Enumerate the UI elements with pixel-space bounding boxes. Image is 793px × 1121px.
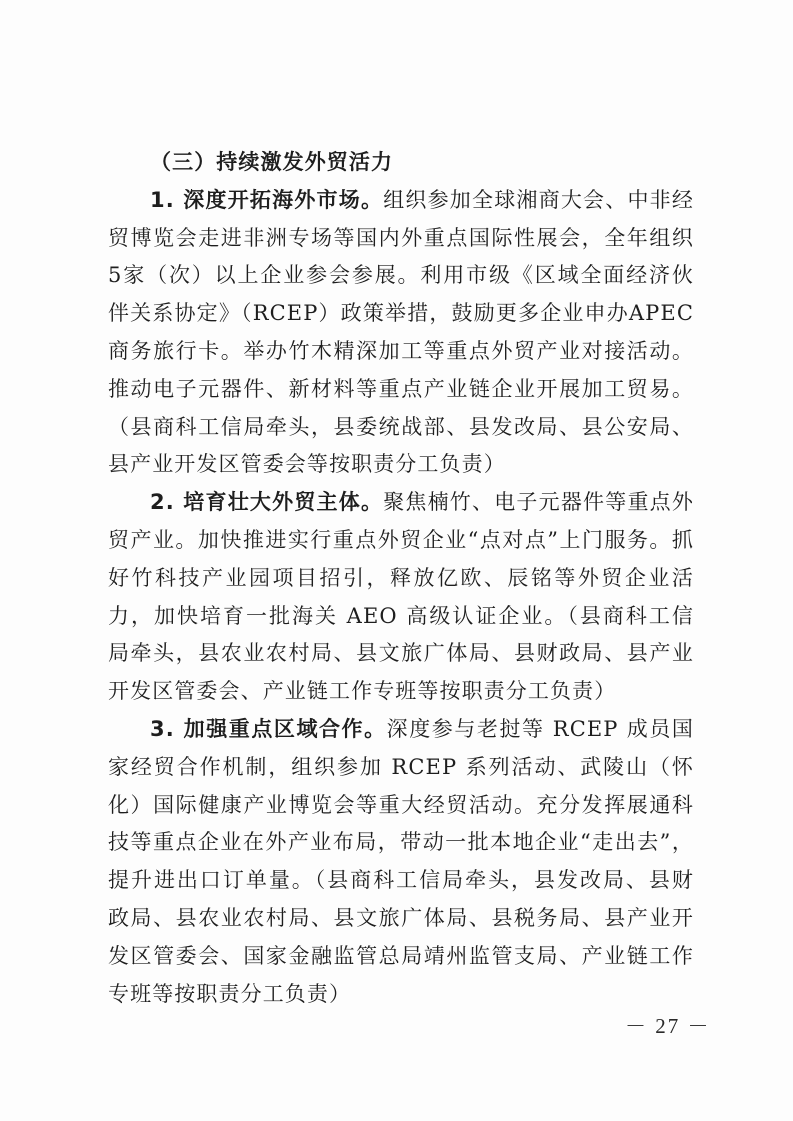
paragraph-2-lead: 2. 培育壮大外贸主体。 (150, 490, 384, 515)
paragraph-2 (108, 484, 694, 711)
paragraph-3 (108, 711, 694, 1013)
page-number: － 27 － (625, 1014, 711, 1038)
paragraph-2-body: 聚焦楠竹、电子元器件等重点外贸产业。加快推进实行重点外贸企业“点对点”上门服务。抓好竹科技产业园项目招引，释放亿欧、辰铭等外贸企业活力，加快培育一批海关 AEO 高级认证企业。（县商科工信局牵头，县农业农村局、县文旅广体局、县财政局、县产业开发区管委会、产业链工作专班等按职责分工负责） (108, 490, 694, 704)
paragraph-3-lead: 3. 加强重点区域合作。 (150, 716, 387, 741)
section-heading: （三）持续激发外贸活力 (150, 150, 394, 174)
paragraph-1 (108, 182, 694, 484)
document-body (108, 144, 694, 1013)
paragraph-1-body: 组织参加全球湘商大会、中非经贸博览会走进非洲专场等国内外重点国际性展会，全年组织5家（次）以上企业参会参展。利用市级《区域全面经济伙伴关系协定》（RCEP）政策举措，鼓励更多企业申办APEC商务旅行卡。举办竹木精深加工等重点外贸产业对接活动。推动电子元器件、新材料等重点产业链企业开展加工贸易。（县商科工信局牵头，县委统战部、县发改局、县公安局、县产业开发区管委会等按职责分工负责） (108, 187, 694, 477)
paragraph-3-body: 深度参与老挝等 RCEP 成员国家经贸合作机制，组织参加 RCEP 系列活动、武陵山（怀化）国际健康产业博览会等重大经贸活动。充分发挥展通科技等重点企业在外产业布局，带动一批本地企业“走出去”，提升进出口订单量。（县商科工信局牵头，县发改局、县财政局、县农业农村局、县文旅广体局、县税务局、县产业开发区管委会、国家金融监管总局靖州监管支局、产业链工作专班等按职责分工负责） (108, 716, 694, 1006)
paragraph-1-lead: 1. 深度开拓海外市场。 (150, 187, 384, 212)
